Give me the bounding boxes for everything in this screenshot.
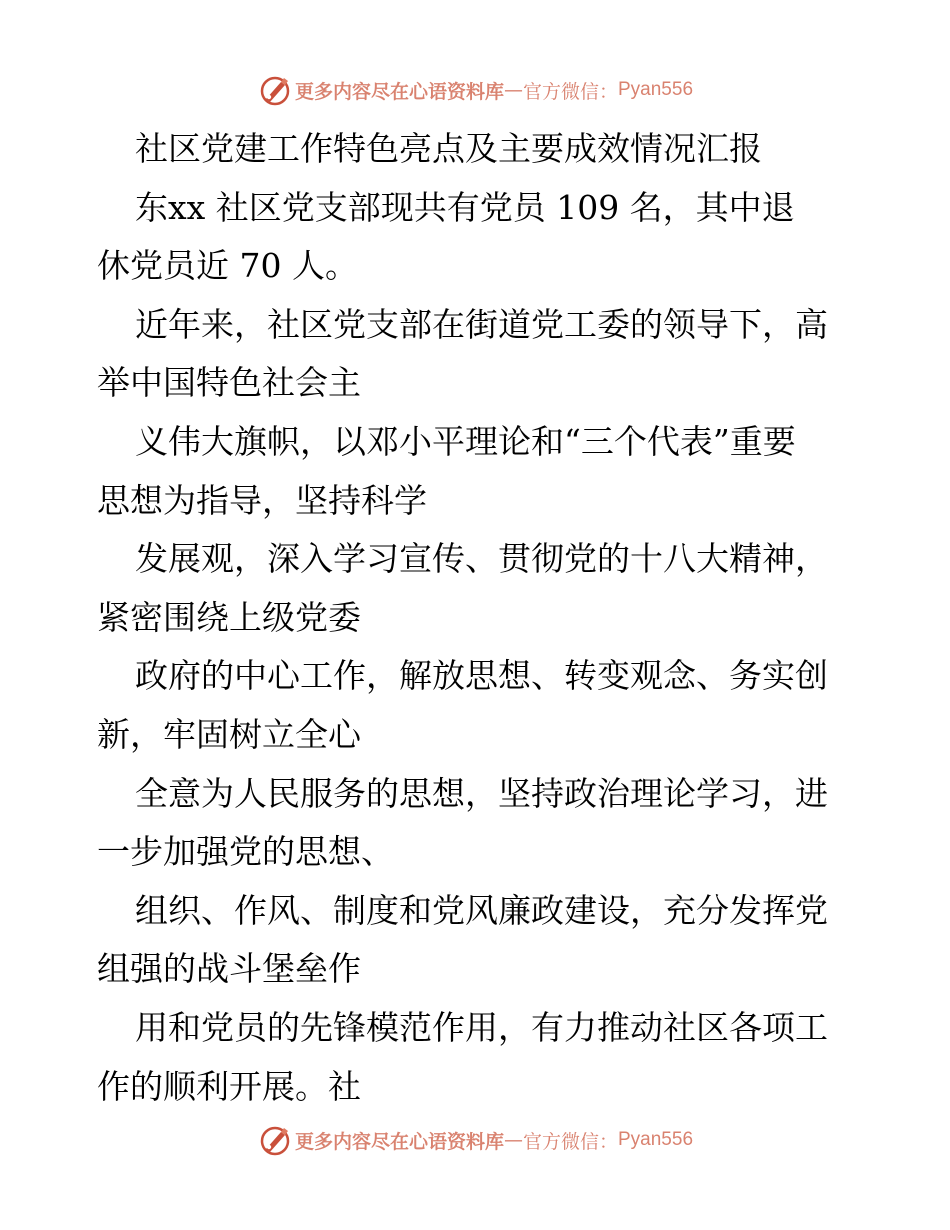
paragraph-line: 发展观，深入学习宣传、贯彻党的十八大精神， — [135, 539, 828, 579]
pen-circle-logo-icon — [257, 72, 293, 108]
banner-title: 更多内容尽在心语资料库 — [294, 80, 504, 103]
paragraph-line: 新，牢固树立全心 — [97, 714, 361, 754]
paragraph-line: 全意为人民服务的思想，坚持政治理论学习，进 — [135, 773, 828, 813]
banner-separator: — — [503, 79, 523, 101]
paragraph-line: 紧密围绕上级党委 — [97, 597, 361, 637]
paragraph-line: 用和党员的先锋模范作用，有力推动社区各项工 — [135, 1007, 828, 1047]
document-title: 社区党建工作特色亮点及主要成效情况汇报 — [135, 129, 762, 168]
paragraph-line: 东xx 社区党支部现共有党员 109 名，其中退 — [135, 187, 795, 227]
paragraph-line: 休党员近 70 人。 — [97, 246, 358, 286]
paragraph-line: 义伟大旗帜，以邓小平理论和“三个代表”重要 — [135, 421, 796, 461]
header-watermark-banner — [0, 70, 950, 110]
banner-subtitle: 官方微信： — [522, 80, 618, 103]
banner-wechat-id: Pyan556 — [618, 1129, 694, 1150]
paragraph-line: 组强的战斗堡垒作 — [97, 949, 361, 989]
paragraph-line: 思想为指导，坚持科学 — [97, 480, 427, 520]
paragraph-line: 近年来，社区党支部在街道党工委的领导下，高 — [135, 304, 828, 344]
paragraph-line: 作的顺利开展。社 — [97, 1066, 361, 1106]
paragraph-line: 政府的中心工作，解放思想、转变观念、务实创 — [135, 656, 828, 696]
pen-circle-logo-icon — [257, 1122, 293, 1158]
banner-title: 更多内容尽在心语资料库 — [294, 1130, 504, 1153]
paragraph-line: 一步加强党的思想、 — [97, 832, 394, 872]
document-body — [97, 120, 857, 1116]
banner-subtitle: 官方微信： — [522, 1130, 618, 1153]
paragraph-line: 组织、作风、制度和党风廉政建设，充分发挥党 — [135, 890, 828, 930]
footer-watermark-banner — [0, 1120, 950, 1160]
banner-separator: — — [503, 1129, 523, 1151]
banner-wechat-id: Pyan556 — [618, 79, 694, 100]
paragraph-line: 举中国特色社会主 — [97, 363, 361, 403]
